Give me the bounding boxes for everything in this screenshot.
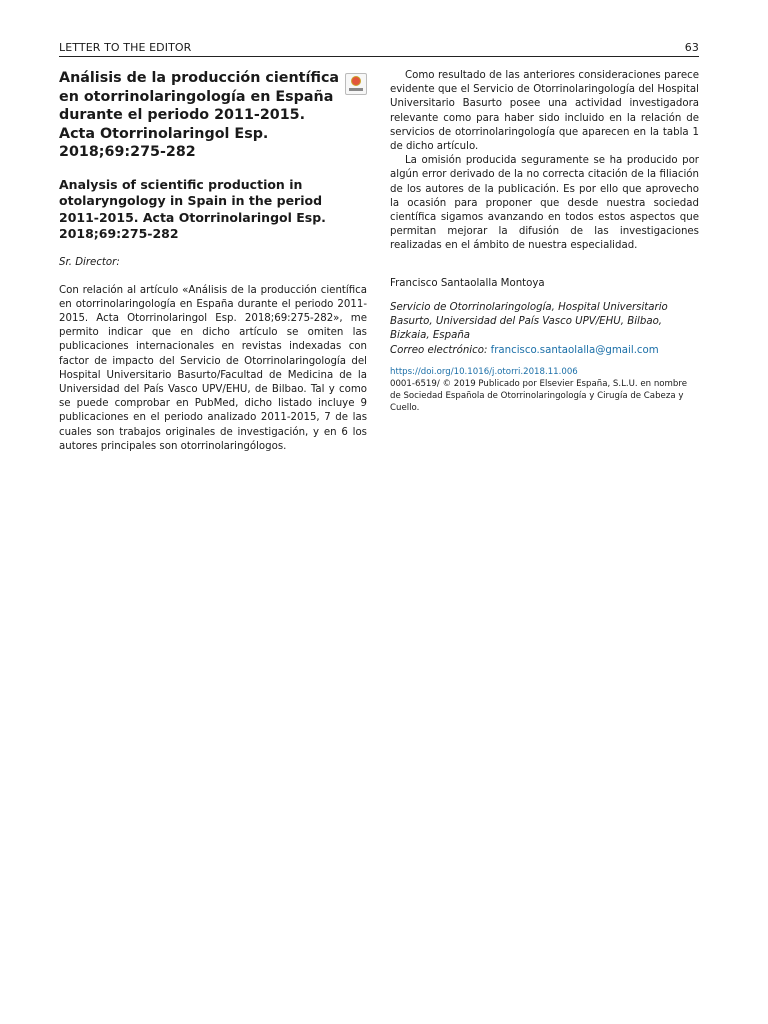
left-column bbox=[59, 69, 367, 454]
body-paragraph-1: Con relación al artículo «Análisis de la producción científica en otorrinolaringología en España durante el periodo 2011-2015. Acta Otorrinolaringol Esp. 2018;69:275-282», me permito indicar que en dicho artículo se omiten las publicaciones internacionales en revistas indexadas con factor de impacto del Servicio de Otorrinolaringología del Hospital Universitario Basurto/Facultad de Medicina de la Universidad del País Vasco UPV/EHU, de Bilbao. Tal y como se puede comprobar en PubMed, dicho listado incluye 9 publicaciones en el periodo analizado 2011-2015, 7 de las cuales son trabajos originales de investigación, y en 6 los autores principales son otorrinolaringólogos. bbox=[59, 284, 367, 452]
email-label: Correo electrónico: bbox=[390, 344, 488, 356]
body-left bbox=[59, 284, 367, 454]
email-line bbox=[390, 344, 699, 358]
salutation: Sr. Director: bbox=[59, 256, 120, 268]
page-number: 63 bbox=[684, 41, 699, 54]
section-label: LETTER TO THE EDITOR bbox=[59, 41, 192, 54]
crossmark-dot bbox=[351, 76, 361, 86]
doi-link[interactable]: https://doi.org/10.1016/j.otorri.2018.11.006 bbox=[390, 366, 578, 377]
running-header bbox=[59, 40, 699, 57]
right-column bbox=[390, 69, 699, 415]
body-paragraph-3: La omisión producida seguramente se ha producido por algún error derivado de la no correcta citación de la filiación de los autores de la publicación. Es por ello que aprovecho la ocasión para proponer que desde nuestra sociedad científica sigamos avanzando en todos estos aspectos que permitan mejorar la difusión de las investigaciones realizadas en el ámbito de nuestra especialidad. bbox=[390, 155, 699, 252]
check-for-updates-icon[interactable] bbox=[345, 73, 367, 95]
title-english: Analysis of scientific production in otolaryngology in Spain in the period 2011-2015. Acta Otorrinolaringol Esp. 2018;69:275-282 bbox=[59, 176, 326, 241]
crossmark-bar bbox=[349, 88, 363, 91]
author-affiliation: Servicio de Otorrinolaringología, Hospital Universitario Basurto, Universidad del País Vasco UPV/EHU, Bilbao, Bizkaia, España bbox=[390, 301, 668, 342]
copyright-notice: 0001-6519/ © 2019 Publicado por Elsevier España, S.L.U. en nombre de Sociedad Española de Otorrinolaringología y Cirugía de Cabeza y Cuello. bbox=[390, 378, 688, 414]
author-name: Francisco Santaolalla Montoya bbox=[390, 277, 545, 289]
email-link[interactable]: francisco.santaolalla@gmail.com bbox=[490, 344, 659, 356]
title-spanish: Análisis de la producción científica en otorrinolaringología en España durante el periodo 2011-2015. Acta Otorrinolaringol Esp. 2018;69:275-282 bbox=[59, 70, 340, 160]
body-paragraph-2: Como resultado de las anteriores consideraciones parece evidente que el Servicio de Otorrinolaringología del Hospital Universitario Basurto posee una actividad investigadora relevante como para haber sido incluido en la relación de servicios de otorrinolaringología que aparecen en la tabla 1 de dicho artículo. bbox=[390, 70, 699, 153]
author-affiliation-block bbox=[390, 301, 699, 358]
